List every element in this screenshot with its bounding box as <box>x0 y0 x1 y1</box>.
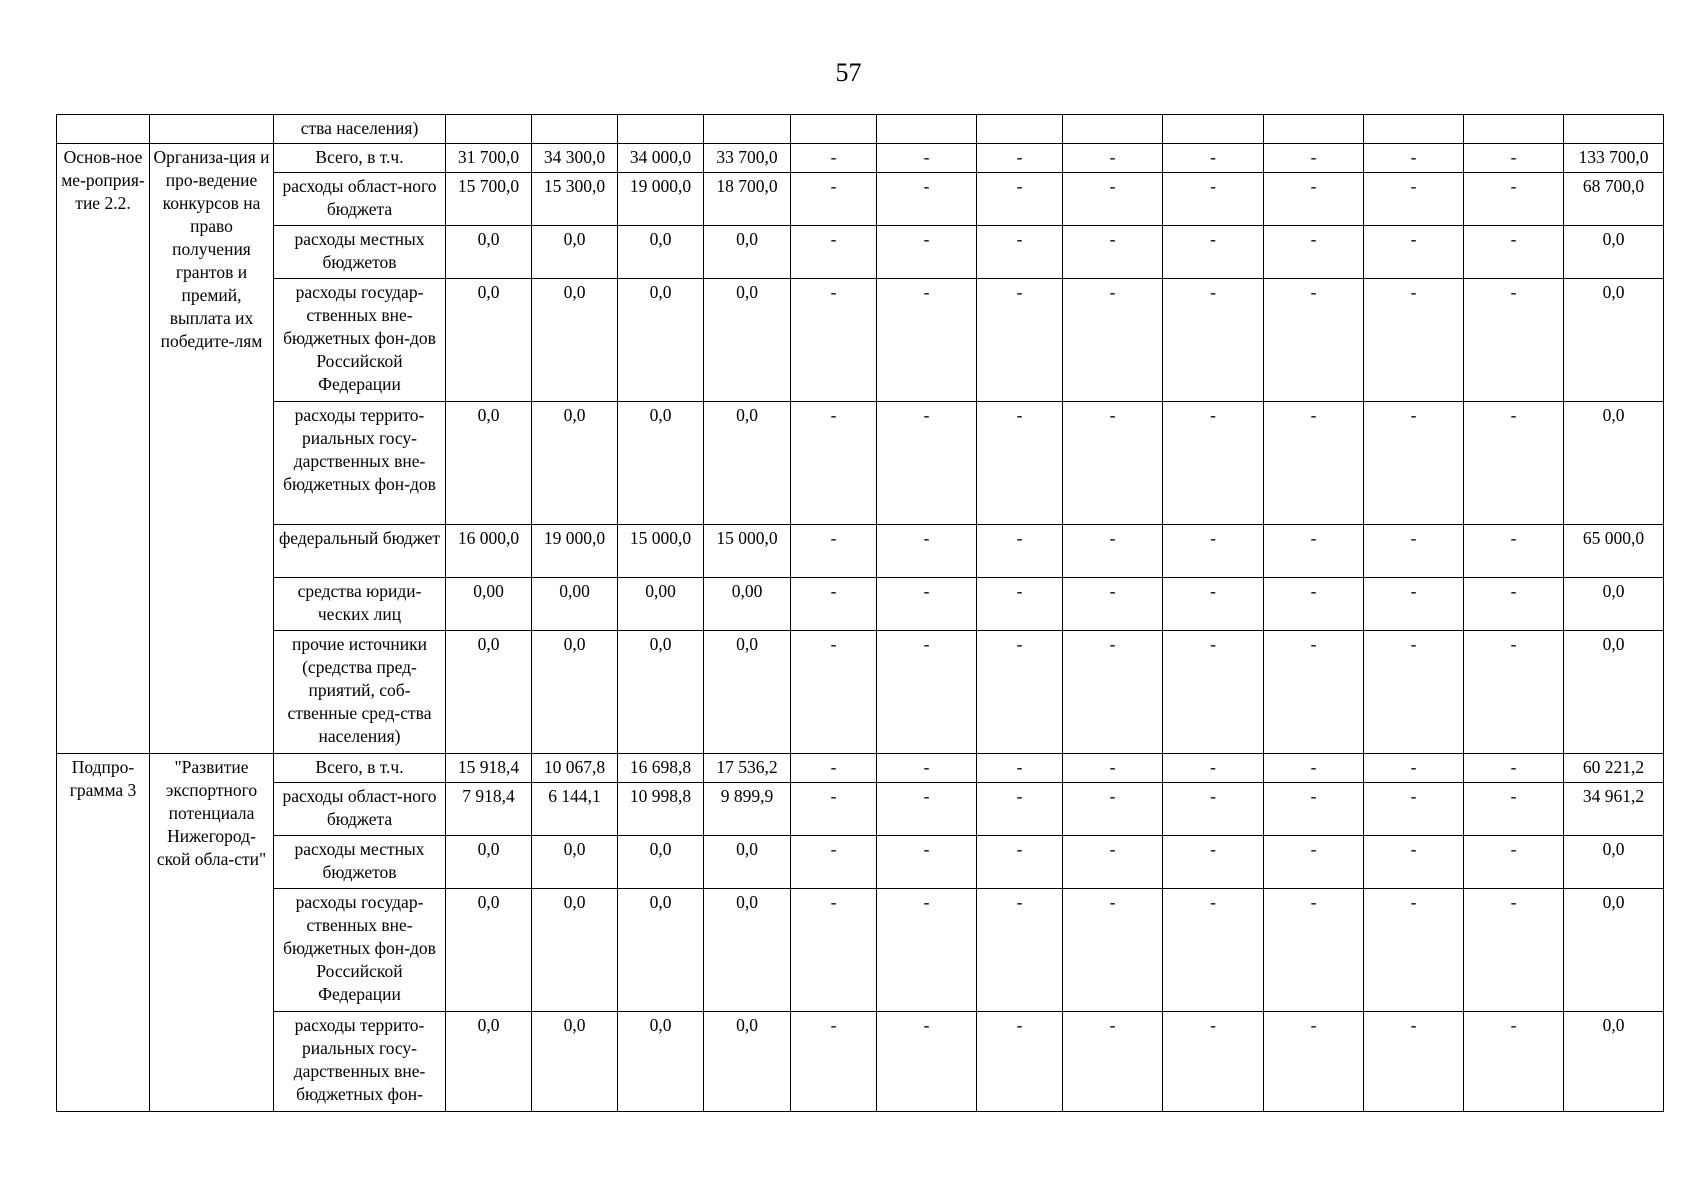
year-value-cell: - <box>1063 173 1163 226</box>
year-value-cell: - <box>791 144 877 173</box>
year-value-cell: - <box>791 578 877 631</box>
year-value-cell: - <box>1063 525 1163 578</box>
total-value-cell: 68 700,0 <box>1564 173 1664 226</box>
year-value-cell: 0,0 <box>446 279 532 402</box>
year-value-cell: 6 144,1 <box>532 783 618 836</box>
year-value-cell: 16 000,0 <box>446 525 532 578</box>
year-value-cell: - <box>877 631 977 754</box>
year-value-cell: - <box>1464 1012 1564 1112</box>
funding-source: расходы област-ного бюджета <box>274 783 446 836</box>
total-value-cell: 0,0 <box>1564 279 1664 402</box>
program-name-cell: Организа-ция и про-ведение конкурсов на право получения грантов и премий, выплата их победите-лям <box>150 144 274 754</box>
year-value-cell: - <box>1464 783 1564 836</box>
year-value-cell: - <box>1264 144 1364 173</box>
year-value-cell: - <box>977 525 1063 578</box>
year-value-cell: - <box>1063 226 1163 279</box>
year-value-cell: - <box>1364 1012 1464 1112</box>
year-value-cell: 0,0 <box>446 402 532 525</box>
year-value-cell: - <box>1364 578 1464 631</box>
year-value-cell: - <box>877 279 977 402</box>
year-value-cell: 0,0 <box>618 1012 704 1112</box>
year-value-cell: - <box>1264 1012 1364 1112</box>
year-value-cell: - <box>1063 1012 1163 1112</box>
year-value-cell: 15 700,0 <box>446 173 532 226</box>
year-value-cell: - <box>877 525 977 578</box>
year-value-cell: - <box>791 402 877 525</box>
table-row <box>57 525 1664 578</box>
year-value-cell: - <box>791 631 877 754</box>
year-value-cell: - <box>791 173 877 226</box>
year-value-cell: 15 000,0 <box>704 525 791 578</box>
year-value-cell: - <box>1464 754 1564 783</box>
year-value-cell: - <box>791 889 877 1012</box>
year-value-cell: 10 998,8 <box>618 783 704 836</box>
year-value-cell: - <box>1163 226 1264 279</box>
table-row <box>57 889 1664 1012</box>
year-value-cell: - <box>1364 173 1464 226</box>
table-row <box>57 279 1664 402</box>
year-value-cell: 0,0 <box>446 1012 532 1112</box>
year-value-cell: 18 700,0 <box>704 173 791 226</box>
year-value-cell: - <box>1264 279 1364 402</box>
year-value-cell: 0,0 <box>704 836 791 889</box>
year-value-cell: - <box>1063 754 1163 783</box>
funding-source: расходы террито-риальных госу-дарственных вне-бюджетных фон-дов <box>274 402 446 525</box>
year-value-cell: 0,0 <box>532 402 618 525</box>
year-value-cell: - <box>977 144 1063 173</box>
year-value-cell: - <box>1163 783 1264 836</box>
year-value-cell: - <box>977 754 1063 783</box>
year-value-cell: - <box>1063 836 1163 889</box>
year-value-cell: 0,0 <box>618 836 704 889</box>
total-value-cell: 65 000,0 <box>1564 525 1664 578</box>
year-value-cell: - <box>977 1012 1063 1112</box>
year-value-cell: 19 000,0 <box>618 173 704 226</box>
total-value-cell: 0,0 <box>1564 889 1664 1012</box>
year-value-cell: 0,0 <box>618 279 704 402</box>
year-value-cell: 0,0 <box>532 836 618 889</box>
empty-cell <box>1464 115 1564 144</box>
table-row <box>57 226 1664 279</box>
year-value-cell: 0,0 <box>532 279 618 402</box>
budget-table <box>56 114 1664 1112</box>
year-value-cell: - <box>977 783 1063 836</box>
year-value-cell: 17 536,2 <box>704 754 791 783</box>
year-value-cell: 0,0 <box>532 631 618 754</box>
empty-cell <box>1364 115 1464 144</box>
table-row <box>57 783 1664 836</box>
year-value-cell: - <box>1063 631 1163 754</box>
year-value-cell: - <box>977 578 1063 631</box>
total-value-cell: 0,0 <box>1564 578 1664 631</box>
year-value-cell: - <box>877 1012 977 1112</box>
year-value-cell: - <box>1264 889 1364 1012</box>
year-value-cell: - <box>791 525 877 578</box>
year-value-cell: 0,0 <box>704 279 791 402</box>
year-value-cell: - <box>1364 754 1464 783</box>
funding-source: расходы местных бюджетов <box>274 226 446 279</box>
year-value-cell: - <box>1364 525 1464 578</box>
year-value-cell: - <box>1163 525 1264 578</box>
year-value-cell: - <box>877 754 977 783</box>
year-value-cell: - <box>977 631 1063 754</box>
year-value-cell: - <box>1264 783 1364 836</box>
year-value-cell: - <box>1264 525 1364 578</box>
program-type-cell: Основ-ное ме-роприя-тие 2.2. <box>57 144 150 754</box>
year-value-cell: - <box>977 173 1063 226</box>
year-value-cell: - <box>877 144 977 173</box>
year-value-cell: 0,00 <box>704 578 791 631</box>
year-value-cell: - <box>1464 173 1564 226</box>
year-value-cell: - <box>977 836 1063 889</box>
year-value-cell: - <box>1163 173 1264 226</box>
table-row <box>57 402 1664 525</box>
year-value-cell: 0,0 <box>704 402 791 525</box>
year-value-cell: - <box>1063 144 1163 173</box>
empty-cell <box>446 115 532 144</box>
year-value-cell: - <box>1264 836 1364 889</box>
year-value-cell: - <box>1364 402 1464 525</box>
funding-source: расходы террито-риальных госу-дарственных вне-бюджетных фон- <box>274 1012 446 1112</box>
year-value-cell: - <box>1063 402 1163 525</box>
year-value-cell: - <box>1464 578 1564 631</box>
total-value-cell: 60 221,2 <box>1564 754 1664 783</box>
year-value-cell: - <box>1163 578 1264 631</box>
empty-cell <box>150 115 274 144</box>
year-value-cell: - <box>1364 889 1464 1012</box>
year-value-cell: 0,0 <box>532 889 618 1012</box>
year-value-cell: 19 000,0 <box>532 525 618 578</box>
year-value-cell: - <box>1163 889 1264 1012</box>
year-value-cell: - <box>791 279 877 402</box>
empty-cell <box>57 115 150 144</box>
table-row <box>57 836 1664 889</box>
total-value-cell: 34 961,2 <box>1564 783 1664 836</box>
year-value-cell: 0,00 <box>446 578 532 631</box>
year-value-cell: - <box>791 1012 877 1112</box>
year-value-cell: 0,0 <box>704 226 791 279</box>
total-value-cell: 0,0 <box>1564 1012 1664 1112</box>
funding-source: расходы област-ного бюджета <box>274 173 446 226</box>
empty-cell <box>704 115 791 144</box>
year-value-cell: - <box>1364 631 1464 754</box>
year-value-cell: 0,0 <box>446 889 532 1012</box>
year-value-cell: 9 899,9 <box>704 783 791 836</box>
year-value-cell: - <box>1464 889 1564 1012</box>
year-value-cell: - <box>1464 144 1564 173</box>
year-value-cell: - <box>877 783 977 836</box>
year-value-cell: 7 918,4 <box>446 783 532 836</box>
year-value-cell: - <box>977 226 1063 279</box>
empty-cell <box>877 115 977 144</box>
total-value-cell: 133 700,0 <box>1564 144 1664 173</box>
year-value-cell: - <box>791 783 877 836</box>
empty-cell <box>1163 115 1264 144</box>
funding-source: федеральный бюджет <box>274 525 446 578</box>
total-value-cell: 0,0 <box>1564 402 1664 525</box>
year-value-cell: 0,0 <box>618 226 704 279</box>
year-value-cell: - <box>1464 279 1564 402</box>
total-value-cell: 0,0 <box>1564 226 1664 279</box>
table-row <box>57 144 1664 173</box>
year-value-cell: - <box>1364 279 1464 402</box>
year-value-cell: - <box>1063 783 1163 836</box>
funding-source: Всего, в т.ч. <box>274 144 446 173</box>
year-value-cell: - <box>1464 631 1564 754</box>
year-value-cell: - <box>1364 836 1464 889</box>
empty-cell <box>977 115 1063 144</box>
year-value-cell: - <box>877 889 977 1012</box>
program-type-cell: Подпро-грамма 3 <box>57 754 150 1112</box>
year-value-cell: 0,0 <box>618 631 704 754</box>
year-value-cell: - <box>1163 144 1264 173</box>
year-value-cell: - <box>1163 754 1264 783</box>
table-row <box>57 115 1664 144</box>
funding-source: прочие источники (средства пред-приятий, соб-ственные сред-ства населения) <box>274 631 446 754</box>
year-value-cell: - <box>977 279 1063 402</box>
funding-source: расходы местных бюджетов <box>274 836 446 889</box>
funding-source: ства населения) <box>274 115 446 144</box>
year-value-cell: - <box>1063 279 1163 402</box>
year-value-cell: - <box>1063 889 1163 1012</box>
table-row <box>57 631 1664 754</box>
funding-source: Всего, в т.ч. <box>274 754 446 783</box>
year-value-cell: 16 698,8 <box>618 754 704 783</box>
empty-cell <box>532 115 618 144</box>
year-value-cell: - <box>877 226 977 279</box>
year-value-cell: 0,0 <box>618 402 704 525</box>
table-row <box>57 1012 1664 1112</box>
year-value-cell: 0,0 <box>618 889 704 1012</box>
year-value-cell: 33 700,0 <box>704 144 791 173</box>
table-row <box>57 173 1664 226</box>
year-value-cell: - <box>877 402 977 525</box>
year-value-cell: - <box>877 578 977 631</box>
year-value-cell: 0,0 <box>446 836 532 889</box>
year-value-cell: - <box>1163 402 1264 525</box>
year-value-cell: - <box>791 754 877 783</box>
year-value-cell: 0,00 <box>532 578 618 631</box>
year-value-cell: - <box>1264 226 1364 279</box>
year-value-cell: - <box>1364 226 1464 279</box>
empty-cell <box>1063 115 1163 144</box>
empty-cell <box>1264 115 1364 144</box>
year-value-cell: 31 700,0 <box>446 144 532 173</box>
year-value-cell: - <box>1464 836 1564 889</box>
table-row <box>57 578 1664 631</box>
year-value-cell: - <box>1063 578 1163 631</box>
empty-cell <box>618 115 704 144</box>
year-value-cell: - <box>791 226 877 279</box>
year-value-cell: 34 300,0 <box>532 144 618 173</box>
year-value-cell: 15 300,0 <box>532 173 618 226</box>
year-value-cell: 0,0 <box>704 889 791 1012</box>
year-value-cell: - <box>977 889 1063 1012</box>
year-value-cell: - <box>1163 279 1264 402</box>
year-value-cell: - <box>877 836 977 889</box>
year-value-cell: 0,0 <box>446 631 532 754</box>
year-value-cell: - <box>1264 754 1364 783</box>
year-value-cell: 34 000,0 <box>618 144 704 173</box>
year-value-cell: - <box>1364 783 1464 836</box>
year-value-cell: 0,0 <box>532 1012 618 1112</box>
year-value-cell: - <box>791 836 877 889</box>
year-value-cell: - <box>1364 144 1464 173</box>
year-value-cell: 0,0 <box>446 226 532 279</box>
year-value-cell: - <box>1464 402 1564 525</box>
year-value-cell: - <box>1464 226 1564 279</box>
funding-source: расходы государ-ственных вне-бюджетных фон-дов Российской Федерации <box>274 889 446 1012</box>
year-value-cell: 15 918,4 <box>446 754 532 783</box>
total-value-cell: 0,0 <box>1564 836 1664 889</box>
program-name-cell: "Развитие экспортного потенциала Нижегород-ской обла-сти" <box>150 754 274 1112</box>
page-number: 57 <box>835 58 862 87</box>
year-value-cell: 10 067,8 <box>532 754 618 783</box>
year-value-cell: - <box>1163 1012 1264 1112</box>
year-value-cell: - <box>977 402 1063 525</box>
year-value-cell: - <box>1264 631 1364 754</box>
year-value-cell: - <box>877 173 977 226</box>
funding-source: расходы государ-ственных вне-бюджетных фон-дов Российской Федерации <box>274 279 446 402</box>
empty-cell <box>1564 115 1664 144</box>
year-value-cell: - <box>1163 631 1264 754</box>
year-value-cell: - <box>1264 578 1364 631</box>
year-value-cell: 15 000,0 <box>618 525 704 578</box>
year-value-cell: 0,00 <box>618 578 704 631</box>
year-value-cell: 0,0 <box>704 1012 791 1112</box>
year-value-cell: 0,0 <box>532 226 618 279</box>
year-value-cell: - <box>1264 173 1364 226</box>
table-body <box>57 115 1664 1112</box>
funding-source: средства юриди-ческих лиц <box>274 578 446 631</box>
year-value-cell: - <box>1264 402 1364 525</box>
empty-cell <box>791 115 877 144</box>
year-value-cell: - <box>1163 836 1264 889</box>
year-value-cell: - <box>1464 525 1564 578</box>
total-value-cell: 0,0 <box>1564 631 1664 754</box>
year-value-cell: 0,0 <box>704 631 791 754</box>
table-row <box>57 754 1664 783</box>
